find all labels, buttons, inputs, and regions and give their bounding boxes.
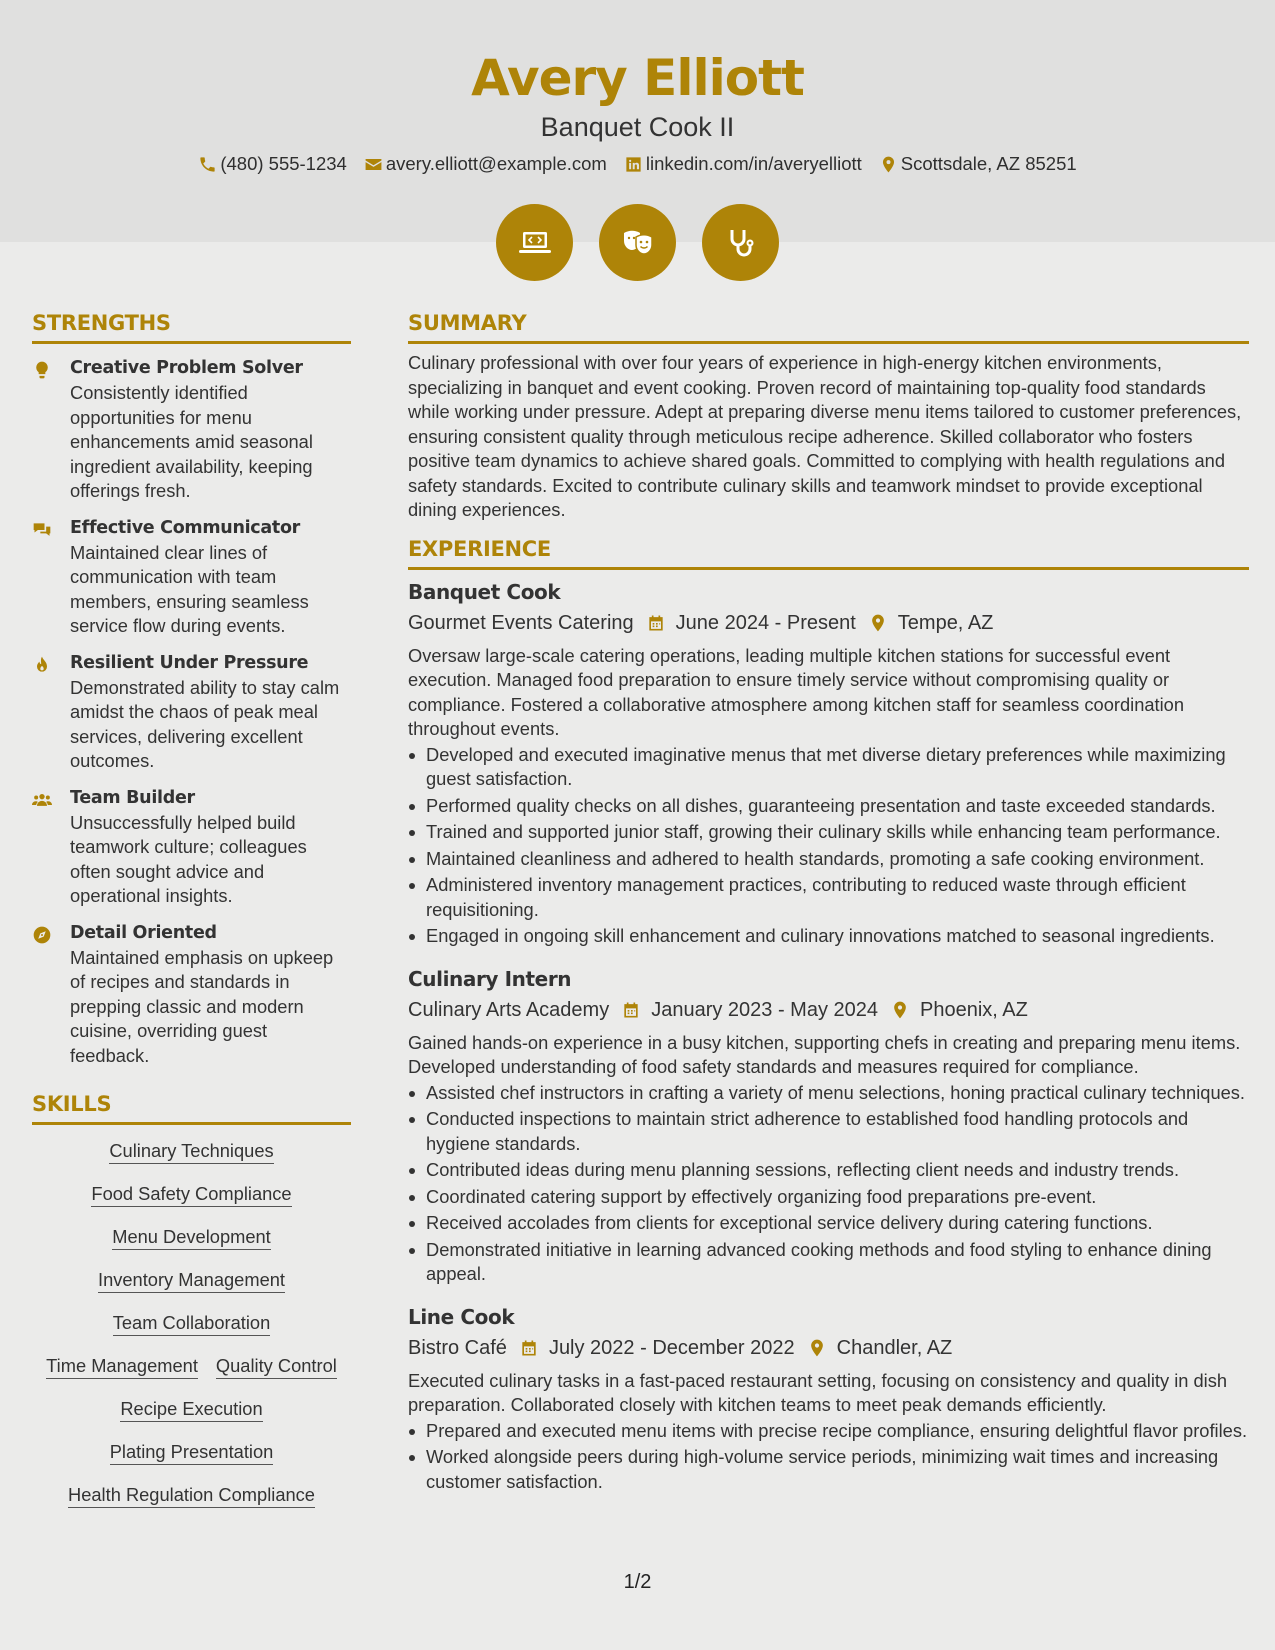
strength-desc: Maintained clear lines of communication with team members, ensuring seamless service flow during events. — [70, 541, 309, 636]
job-bullet: Prepared and executed menu items with precise recipe compliance, ensuring delightful flavor profiles. — [408, 1419, 1249, 1444]
linkedin-icon — [624, 155, 643, 174]
summary-text: Culinary professional with over four years of experience in high-energy kitchen environments, specializing in banquet and event cooking. Proven record of maintaining top-quality food standards while working under pressure. Adept at preparing diverse menu items tailored to customer preferences, ensuring consistent quality through meticulous recipe adherence. Skilled collaborator who fosters positive team dynamics to achieve shared goals. Committed to complying with health regulations and safety standards. Excited to contribute culinary skills and teamwork mindset to provide exceptional dining experiences. — [408, 352, 1242, 520]
job-company: Culinary Arts Academy — [408, 998, 610, 1021]
calendar-icon — [646, 613, 666, 633]
comments-icon — [32, 520, 52, 540]
job-bullet: Worked alongside peers during high-volume service periods, minimizing wait times and increasing customer satisfaction. — [408, 1445, 1249, 1494]
job-meta — [408, 1333, 1249, 1363]
skill-tag: Plating Presentation — [110, 1441, 274, 1465]
strength-item — [32, 651, 351, 774]
location-pin-icon — [868, 613, 888, 633]
theater-masks-icon — [618, 223, 658, 263]
job-dates: June 2024 - Present — [675, 611, 856, 634]
laptop-code-icon — [515, 223, 555, 263]
job-entry — [408, 1303, 1249, 1495]
strength-title: Resilient Under Pressure — [70, 652, 309, 673]
skill-tag: Inventory Management — [98, 1269, 285, 1293]
job-bullet: Received accolades from clients for exceptional service delivery during catering functions. — [408, 1211, 1249, 1236]
flame-icon — [32, 655, 52, 675]
strength-title: Team Builder — [70, 787, 195, 808]
summary-heading: SUMMARY — [408, 309, 1249, 344]
badge-stethoscope — [702, 204, 779, 281]
location-pin-icon — [890, 1000, 910, 1020]
contact-email[interactable] — [364, 151, 607, 177]
skills-heading: SKILLS — [32, 1090, 351, 1125]
strength-item — [32, 356, 351, 504]
job-location: Phoenix, AZ — [920, 998, 1028, 1021]
location-pin-icon — [807, 1338, 827, 1358]
job-title: Culinary Intern — [408, 966, 572, 991]
candidate-title: Banquet Cook II — [540, 112, 735, 142]
strength-desc: Demonstrated ability to stay calm amidst the chaos of peak meal services, delivering excellent outcomes. — [70, 676, 340, 771]
users-icon — [32, 790, 52, 810]
stethoscope-icon — [721, 223, 761, 263]
experience-heading: EXPERIENCE — [408, 535, 1249, 570]
interest-badges — [0, 204, 1275, 281]
calendar-icon — [621, 1000, 641, 1020]
location-pin-icon — [879, 155, 898, 174]
contact-location-text: Scottsdale, AZ 85251 — [900, 153, 1077, 174]
strength-desc: Consistently identified opportunities for menu enhancements amid seasonal ingredient availability, keeping offerings fresh. — [70, 382, 313, 501]
job-description: Gained hands-on experience in a busy kitchen, supporting chefs in creating and preparing menu items. Developed understanding of food safety standards and measures required for compliance. — [408, 1031, 1241, 1077]
strength-item — [32, 786, 351, 909]
job-bullets — [408, 1081, 1249, 1287]
candidate-name: Avery Elliott — [471, 49, 804, 107]
right-column — [408, 309, 1249, 1496]
contact-location — [879, 151, 1077, 177]
job-meta — [408, 995, 1249, 1025]
job-entry — [408, 578, 1249, 949]
job-bullets — [408, 1419, 1249, 1495]
job-description: Executed culinary tasks in a fast-paced restaurant setting, focusing on consistency and quality in dish preparation. Collaborated closely with kitchen teams to meet peak demands efficiently. — [408, 1369, 1228, 1415]
job-title: Line Cook — [408, 1304, 515, 1329]
job-bullet: Performed quality checks on all dishes, guaranteeing presentation and taste exceeded standards. — [408, 794, 1249, 819]
skill-tag: Recipe Execution — [120, 1398, 262, 1422]
job-bullet: Coordinated catering support by effectively organizing food preparations pre-event. — [408, 1185, 1249, 1210]
left-column — [32, 309, 351, 1527]
contact-bar — [0, 151, 1275, 177]
job-bullets — [408, 743, 1249, 949]
badge-masks — [599, 204, 676, 281]
lightbulb-icon — [32, 360, 52, 380]
job-description: Oversaw large-scale catering operations, leading multiple kitchen stations for successful event execution. Managed food preparation to ensure timely service without compromising quality or compliance. Fostered a collaborative atmosphere among kitchen staff for seamless coordination throughout events. — [408, 644, 1185, 739]
skill-tag: Culinary Techniques — [109, 1140, 273, 1164]
job-bullet: Conducted inspections to maintain strict adherence to established food handling protocols and hygiene standards. — [408, 1107, 1249, 1156]
job-bullet: Demonstrated initiative in learning advanced cooking methods and food styling to enhance dining appeal. — [408, 1238, 1249, 1287]
job-location: Tempe, AZ — [897, 611, 994, 634]
strength-item — [32, 516, 351, 639]
strength-title: Detail Oriented — [70, 922, 217, 943]
page-number: 1/2 — [623, 1571, 652, 1593]
skill-tag: Time Management — [46, 1355, 198, 1379]
calendar-icon — [519, 1338, 539, 1358]
skill-tag: Team Collaboration — [113, 1312, 271, 1336]
job-bullet: Developed and executed imaginative menus that met diverse dietary preferences while maximizing guest satisfaction. — [408, 743, 1249, 792]
job-bullet: Engaged in ongoing skill enhancement and culinary innovations matched to seasonal ingredients. — [408, 924, 1249, 949]
contact-phone-text: (480) 555-1234 — [220, 153, 347, 174]
job-location: Chandler, AZ — [836, 1336, 953, 1359]
contact-phone[interactable] — [198, 151, 347, 177]
strength-desc: Maintained emphasis on upkeep of recipes and standards in prepping classic and modern cuisine, overriding guest feedback. — [70, 946, 334, 1066]
strength-title: Creative Problem Solver — [70, 358, 303, 378]
job-dates: July 2022 - December 2022 — [548, 1336, 795, 1359]
skill-tag: Health Regulation Compliance — [68, 1484, 315, 1508]
strengths-heading: STRENGTHS — [32, 309, 351, 344]
strength-desc: Unsuccessfully helped build teamwork culture; colleagues often sought advice and operational insights. — [70, 811, 307, 906]
strengths-list — [32, 356, 351, 1068]
job-bullet: Assisted chef instructors in crafting a variety of menu selections, honing practical culinary techniques. — [408, 1081, 1249, 1106]
skills-list — [32, 1140, 351, 1508]
job-entry — [408, 965, 1249, 1287]
skill-tag: Menu Development — [112, 1226, 271, 1250]
job-bullet: Administered inventory management practices, contributing to reduced waste through efficient requisitioning. — [408, 873, 1249, 922]
skill-tag: Quality Control — [216, 1355, 337, 1379]
job-bullet: Contributed ideas during menu planning sessions, reflecting client needs and industry trends. — [408, 1158, 1249, 1183]
contact-linkedin-text: linkedin.com/in/averyelliott — [645, 153, 862, 174]
contact-linkedin[interactable] — [624, 151, 862, 177]
job-bullet: Trained and supported junior staff, growing their culinary skills while enhancing team performance. — [408, 820, 1249, 845]
job-title: Banquet Cook — [408, 579, 561, 604]
job-bullet: Maintained cleanliness and adhered to health standards, promoting a safe cooking environment. — [408, 847, 1249, 872]
compass-icon — [32, 925, 52, 945]
phone-icon — [198, 155, 217, 174]
job-company: Bistro Café — [408, 1336, 507, 1359]
envelope-icon — [364, 155, 383, 174]
job-company: Gourmet Events Catering — [408, 611, 634, 634]
strength-title: Effective Communicator — [70, 517, 301, 538]
job-meta — [408, 608, 1249, 638]
contact-email-text: avery.elliott@example.com — [385, 153, 607, 174]
badge-laptop — [496, 204, 573, 281]
strength-item — [32, 921, 351, 1069]
skill-tag: Food Safety Compliance — [91, 1183, 291, 1207]
job-dates: January 2023 - May 2024 — [651, 998, 879, 1021]
